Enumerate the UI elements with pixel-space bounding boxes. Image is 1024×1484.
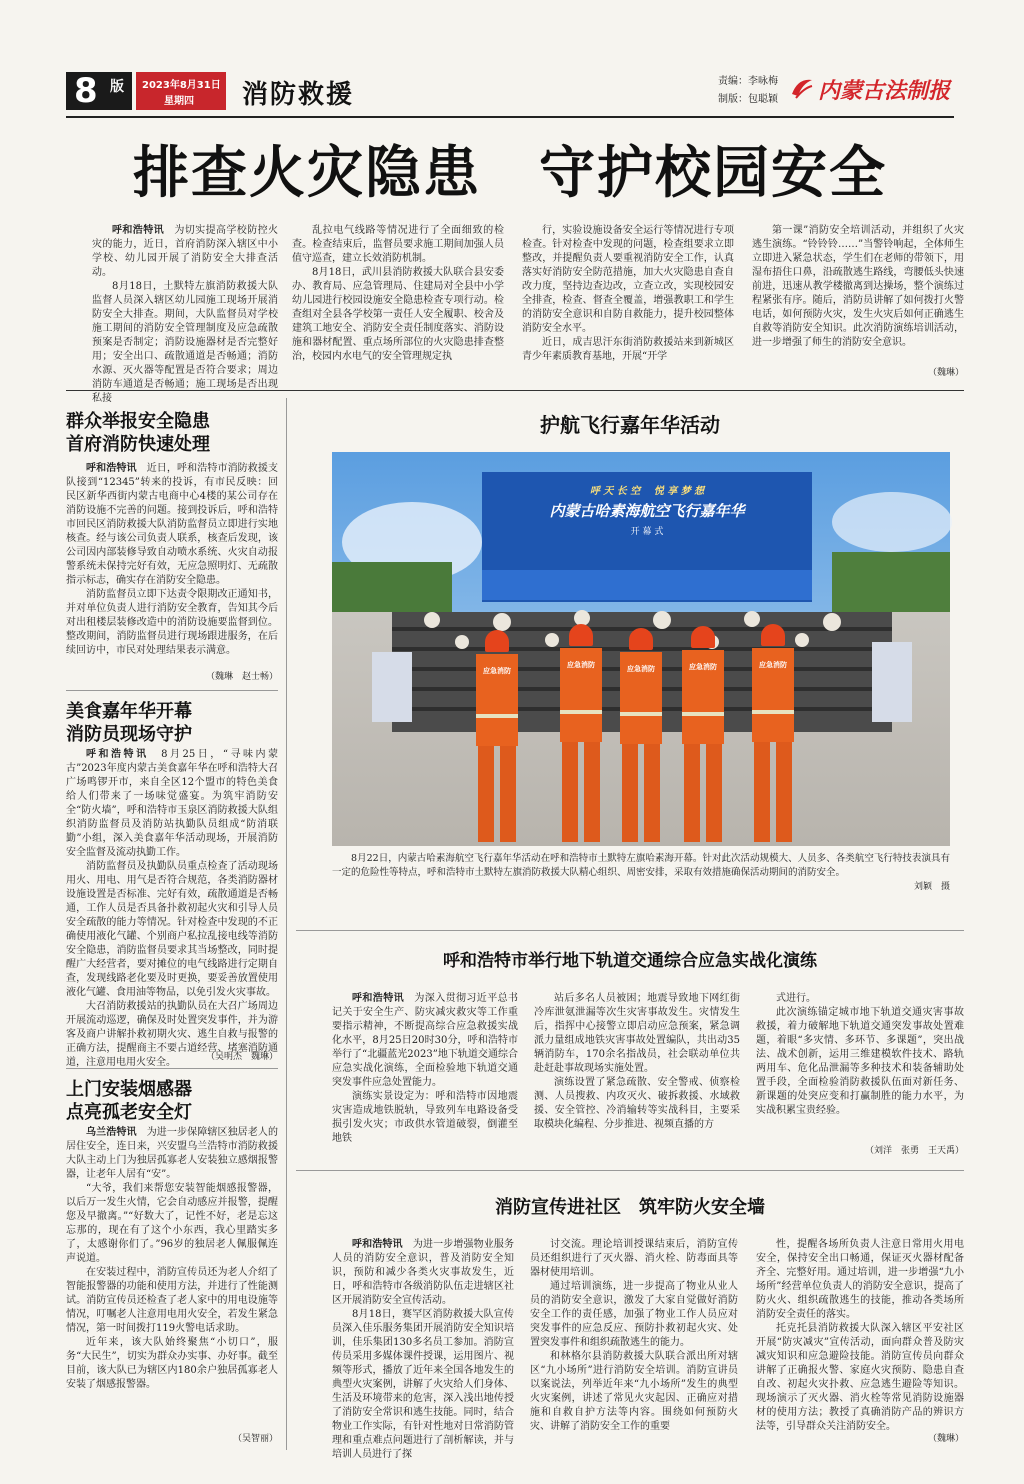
- firefighter-2: [556, 624, 606, 846]
- masthead-logo-icon: [790, 76, 814, 100]
- column-divider: [286, 398, 287, 1450]
- side2-headline: 美食嘉年华开幕 消防员现场守护: [66, 701, 192, 746]
- issue-weekday: 星期四: [164, 96, 194, 107]
- community-headline: 消防宣传进社区 筑牢防火安全墙: [495, 1197, 765, 1218]
- firefighter-5: [748, 624, 798, 846]
- community-col1: 呼和浩特讯 为进一步增强物业服务人员的消防安全意识，普及消防安全知识，预防和减少各类火灾事故发生，近日，呼和浩特市各级消防队伍走进辖区社区开展消防安全宣传活动。 8月18日，赛罕区消防救援大队宣传员深入佳乐服务集团开展消防安全知识培训，佳乐集团130多名员工参加。消防宣传员采用多媒体课件授课，运用图片、视频等形式，播放了近年来全国各地发生的典型火灾案例，讲解了火灾给人们身体、生活及环境带来的危害，深入浅出地传授了消防安全常识和逃生技能。同时，结合物业工作实际，有针对性地对日常消防管理和重点难点问题进行了剖析解读，并与培训人员进行了探: [332, 1239, 515, 1460]
- page-header: [66, 70, 954, 114]
- vest-label: 应急消防: [627, 665, 655, 673]
- banner-event-name: 内蒙古哈素海航空飞行嘉年华: [549, 502, 745, 520]
- event-photo: [332, 452, 950, 846]
- community-signature: （魏琳）: [927, 1434, 964, 1444]
- subway-col3: 式进行。 此次演练锚定城市地下轨道交通灾害事故救援，着力破解地下轨道交通突发事故处置难题，着眼“多灾情、多环节、多课题”，突出战法、战术创新，运用三维建模软件技术、路轨两用车、危化品泄漏等多种技术和装备辅助处置手段，全面检验消防救援队伍面对新任务、新课题的处突应变和打赢制胜的能力水平，为实战积累宝贵经验。: [756, 993, 964, 1116]
- side1-headline: 群众举报安全隐患 首府消防快速处理: [66, 411, 210, 456]
- subway-headline: 呼和浩特市举行地下轨道交通综合应急实战化演练: [443, 951, 817, 971]
- lead-article-col3: 行，实验设施设备安全运行等情况进行专项检查。针对检查中发现的问题，检查组要求立即整改，并提醒负责人要重视消防安全工作，认真落实好消防安全防范措施，加大火灾隐患自查自改力度，坚持边查边改，立查立改，实现校园安全排查，检查、督查全覆盖，增强教职工和学生的消防安全意识和自防自救能力，提升校园整体消防安全水平。 近日，成吉思汗东街消防救援站来到新城区青少年素质教育基地，开展“开学: [522, 225, 734, 362]
- vest-label: 应急消防: [689, 663, 717, 671]
- community-col3: 性，提醒各场所负责人注意日常用火用电安全，保持安全出口畅通，保证灭火器材配备齐全、完整好用。通过培训，进一步增强“九小场所”经营单位负责人的消防安全意识，提高了防火火、组织疏散逃生的技能，推动各类场所消防安全责任的落实。 托克托县消防救援大队深入辖区平安社区开展“防灾减灾”宣传活动，面向群众普及防灾减灾知识和应急避险技能。消防宣传员向群众讲解了正确报火警、家庭火灾预防、隐患自查自改、初起火灾扑救、应急逃生避险等知识。现场演示了灭火器、消火栓等常见消防设施器材的使用方法；教授了真确消防产品的辨识方法等，引导群众关注消防安全。: [756, 1239, 964, 1432]
- firefighter-1: [472, 630, 522, 846]
- firefighter-4: [678, 626, 728, 846]
- side3-signature: （吴智丽）: [232, 1434, 278, 1444]
- main-headline: 排查火灾隐患 守护校园安全: [133, 141, 887, 206]
- firefighter-3: [616, 628, 666, 846]
- subway-rule: [296, 1170, 964, 1171]
- vest-label: 应急消防: [483, 667, 511, 675]
- page-suffix: 版: [110, 79, 124, 95]
- issue-date: 2023年8月31日: [142, 80, 221, 91]
- side2-body: 呼和浩特讯 8月25日，“寻味内蒙古”2023年度内蒙古美食嘉年华在呼和浩特大召广场鸣锣开市，来自全区12个盟市的特色美食给人们带来了一场味觉盛宴。为筑牢消防安全“防火墙”，呼和浩特市玉泉区消防救援大队组织消防监督员及消防站执勤队员组成“防消联勤”小组，深入美食嘉年华活动现场，开展消防安全监督及流动执勤工作。 消防监督员及执勤队员重点检查了活动现场用火、用电、用气是否符合规范，各类消防器材设施设置是否标准、完好有效，疏散通道是否畅通，工作人员是否具备扑救初起火灾和引导人员安全疏散的能力等情况。针对检查中发现的不正确使用液化气罐、个别商户私拉乱接电线等消防安全隐患，消防监督员要求其当场整改，同时提醒广大经营者，要对摊位的电气线路进行定期自查，发现线路老化要及时更换，要妥善放置使用液化气罐、食用油等物品，以免引发火灾事故。 大召消防救援站的执勤队员在大召广场周边开展流动巡逻，确保及时处置突发事件，并为游客及商户讲解扑救初期火灾、逃生自救与报警的正确方法，提醒商主不要占道经营、堵塞消防通道，注意用电用火安全。: [66, 749, 279, 1068]
- side1-signature: （魏琳 赵士畅）: [205, 672, 278, 682]
- header-rule: [66, 116, 954, 118]
- page-number: 8: [74, 71, 98, 111]
- masthead-title: 内蒙古法制报: [818, 78, 951, 104]
- side2-rule: [66, 1068, 278, 1069]
- subway-col2: 站后多名人员被困；地震导致地下网红街冷库泄氨泄漏等次生灾害事故发生。灾情发生后，指挥中心接警立即启动应急预案，紧急调派力量组成地铁灾害事故处置编队，共出动35辆消防车，170余名指战员，社会联动单位共赴赶赴事故现场实施处置。 演练设置了紧急疏散、安全警戒、侦察检测、人员搜救、内攻灭火、破拆救援、水域救援、安全管控、冷消输转等实战科目，主要采取模块化编程、分步推进、视频直播的方: [534, 993, 740, 1130]
- section-name: 消防救援: [242, 80, 355, 110]
- lead-article-col4: 第一课”消防安全培训活动，并组织了火灾逃生演练。“铃铃铃……”当警铃响起，全体师生立即进入紧急状态，学生们在老师的带领下，用湿布捂住口鼻，沿疏散逃生路线，弯腰低头快速前进，迅速从教学楼撤离到达操场，整个演练过程紧张有序。随后，消防员讲解了如何拨打火警电话，如何预防火灾，发生火灾后如何正确逃生自救等消防安全知识。此次消防演练培训活动，进一步增强了师生的消防安全意识。: [752, 225, 964, 348]
- photo-rule: [296, 930, 964, 931]
- photo-headline: 护航飞行嘉年华活动: [540, 413, 720, 437]
- lead-article-col1: 呼和浩特讯 为切实提高学校防控火灾的能力，近日，首府消防深入辖区中小学校、幼儿园开展了消防安全大排查活动。 8月18日，土默特左旗消防救援大队监督人员深入辖区幼儿园施工现场开展消防安全大排查。期间，大队监督员对学校施工期间的消防安全管理制度及应急疏散预案是否制定；消防设施器材是否完整好用；安全出口、疏散通道是否畅通；消防水源、灭火器等配置是否符合要求；周边消防车通道是否畅通；施工现场是否出现私接: [92, 225, 279, 404]
- lead-article-col2: 乱拉电气线路等情况进行了全面细致的检查。检查结束后，监督员要求施工期间加强人员值守巡查，建立长效消防机制。 8月18日，武川县消防救援大队联合县安委办、教育局、应急管理局、住建局对全县中小学幼儿园进行校园设施安全隐患检查专项行动。检查组对全县各学校第一责任人安全履职、校舍及建筑工地安全、消防安全责任制度落实、消防设施和器材配置、重点场所部位的火灾隐患排查整治，校园内水电气的安全管理规定执: [292, 225, 504, 362]
- vest-label: 应急消防: [759, 661, 787, 669]
- side1-rule: [66, 690, 278, 691]
- side3-body: 乌兰浩特讯 为进一步保障辖区独居老人的居住安全，连日来，兴安盟乌兰浩特市消防救援大队主动上门为独居孤寡老人安装独立感烟报警器，让老年人居有“安”。 “大爷，我们来帮您安装智能烟感报警器，以后万一发生火情，它会自动感应并报警，提醒您及早撤离。”“好数大了，记性不好，老是忘这忘那的，现在有了这个小东西，我心里踏实多了，太感谢你们了。”96岁的独居老人佩服佩连声说道。 在安装过程中，消防宣传员还为老人介绍了智能报警器的功能和使用方法，并进行了性能测试。消防宣传员还检查了老人家中的用电设施等情况，叮嘱老人注意用电用火安全，若发生紧急情况，第一时间拨打119火警电话求助。 近年来，该大队始终聚焦“小切口”，服务“大民生”，切实为群众办实事、办好事。截至目前，该大队已为辖区内180余户独居孤寡老人安装了烟感报警器。: [66, 1127, 279, 1390]
- photo-caption: 8月22日，内蒙古哈素海航空飞行嘉年华活动在呼和浩特市土默特左旗哈素海开幕。针对此次活动规模大、人员多、各类航空飞行特技表演具有一定的危险性等特点，呼和浩特市土默特左旗消防救援大队精心组织、周密安排，采取有效措施确保活动期间的消防安全。: [332, 853, 950, 878]
- subway-col1: 呼和浩特讯 为深入贯彻习近平总书记关于安全生产、防灾减灾救灾等工作重要指示精神，不断提高综合应急救援实战化水平，8月25日20时30分，呼和浩特市举行了“北疆蓝光2023”地下轨道交通综合应急实战化演练，全面检验地下轨道交通突发事件应急处置能力。 演练实景设定为：呼和浩特市因地震灾害造成地铁脱轨，导致列车电路设备受损引发火灾；市政供水管道破裂，倒灌至地铁: [332, 993, 519, 1144]
- vest-label: 应急消防: [567, 661, 595, 669]
- banner-slogan: 呼 天 长 空 悦 享 梦 想: [589, 486, 705, 497]
- community-col2: 讨交流。理论培训授课结束后，消防宣传员还组织进行了灭火器、消火栓、防毒面具等器材使用培训。 通过培训演练，进一步提高了物业从业人员的消防安全意识，激发了大家自觉做好消防安全工作的责任感，加强了物业工作人员应对突发事件的应急反应、预防扑救初起火灾、处置突发事件和组织疏散逃生的能力。 和林格尔县消防救援大队联合派出所对辖区“九小场所”进行消防安全培训。消防宣讲员以案说法，列举近年来“九小场所”发生的典型火灾案例，讲述了常见火灾起因、正确应对措施和自救自护方法等内容。围绕如何预防火灾、讲解了消防安全工作的重要: [530, 1239, 738, 1432]
- side3-headline: 上门安装烟感器 点亮孤老安全灯: [66, 1079, 192, 1124]
- side2-signature: （吴明杰 魏琳）: [205, 1052, 278, 1062]
- photo-credit: 刘颖 摄: [913, 882, 950, 892]
- banner-ceremony: 开 幕 式: [630, 527, 664, 537]
- lead-article-rule: [66, 390, 964, 391]
- side1-body: 呼和浩特讯 近日，呼和浩特市消防救援支队接到“12345”转来的投诉，有市民反映：回民区新华西街内蒙古电商中心4楼的某公司存在消防设施不完善的问题。接到投诉后，呼和浩特市回民区消防救援大队消防监督员立即进行实地核查。经与该公司负责人联系，核查后发现，该公司因内部装修导致自动喷水系统、火灾自动报警系统未保持完好有效，无应急照明灯、无疏散指示标志，确实存在消防安全隐患。 消防监督员立即下达责令限期改正通知书，并对单位负责人进行消防安全教育，告知其今后对出租楼层装修改造中的消防设施要监督到位。整改期间，消防监督员进行现场跟进服务，在后续回访中，市民对处理结果表示满意。: [66, 463, 279, 656]
- subway-signature: （刘洋 张勇 王天禹）: [864, 1146, 964, 1156]
- producer-credit: 制版：包聪颖: [718, 94, 778, 105]
- editor-credit: 责编：李咏梅: [718, 76, 778, 87]
- lead-article-signature: （魏琳）: [927, 368, 964, 378]
